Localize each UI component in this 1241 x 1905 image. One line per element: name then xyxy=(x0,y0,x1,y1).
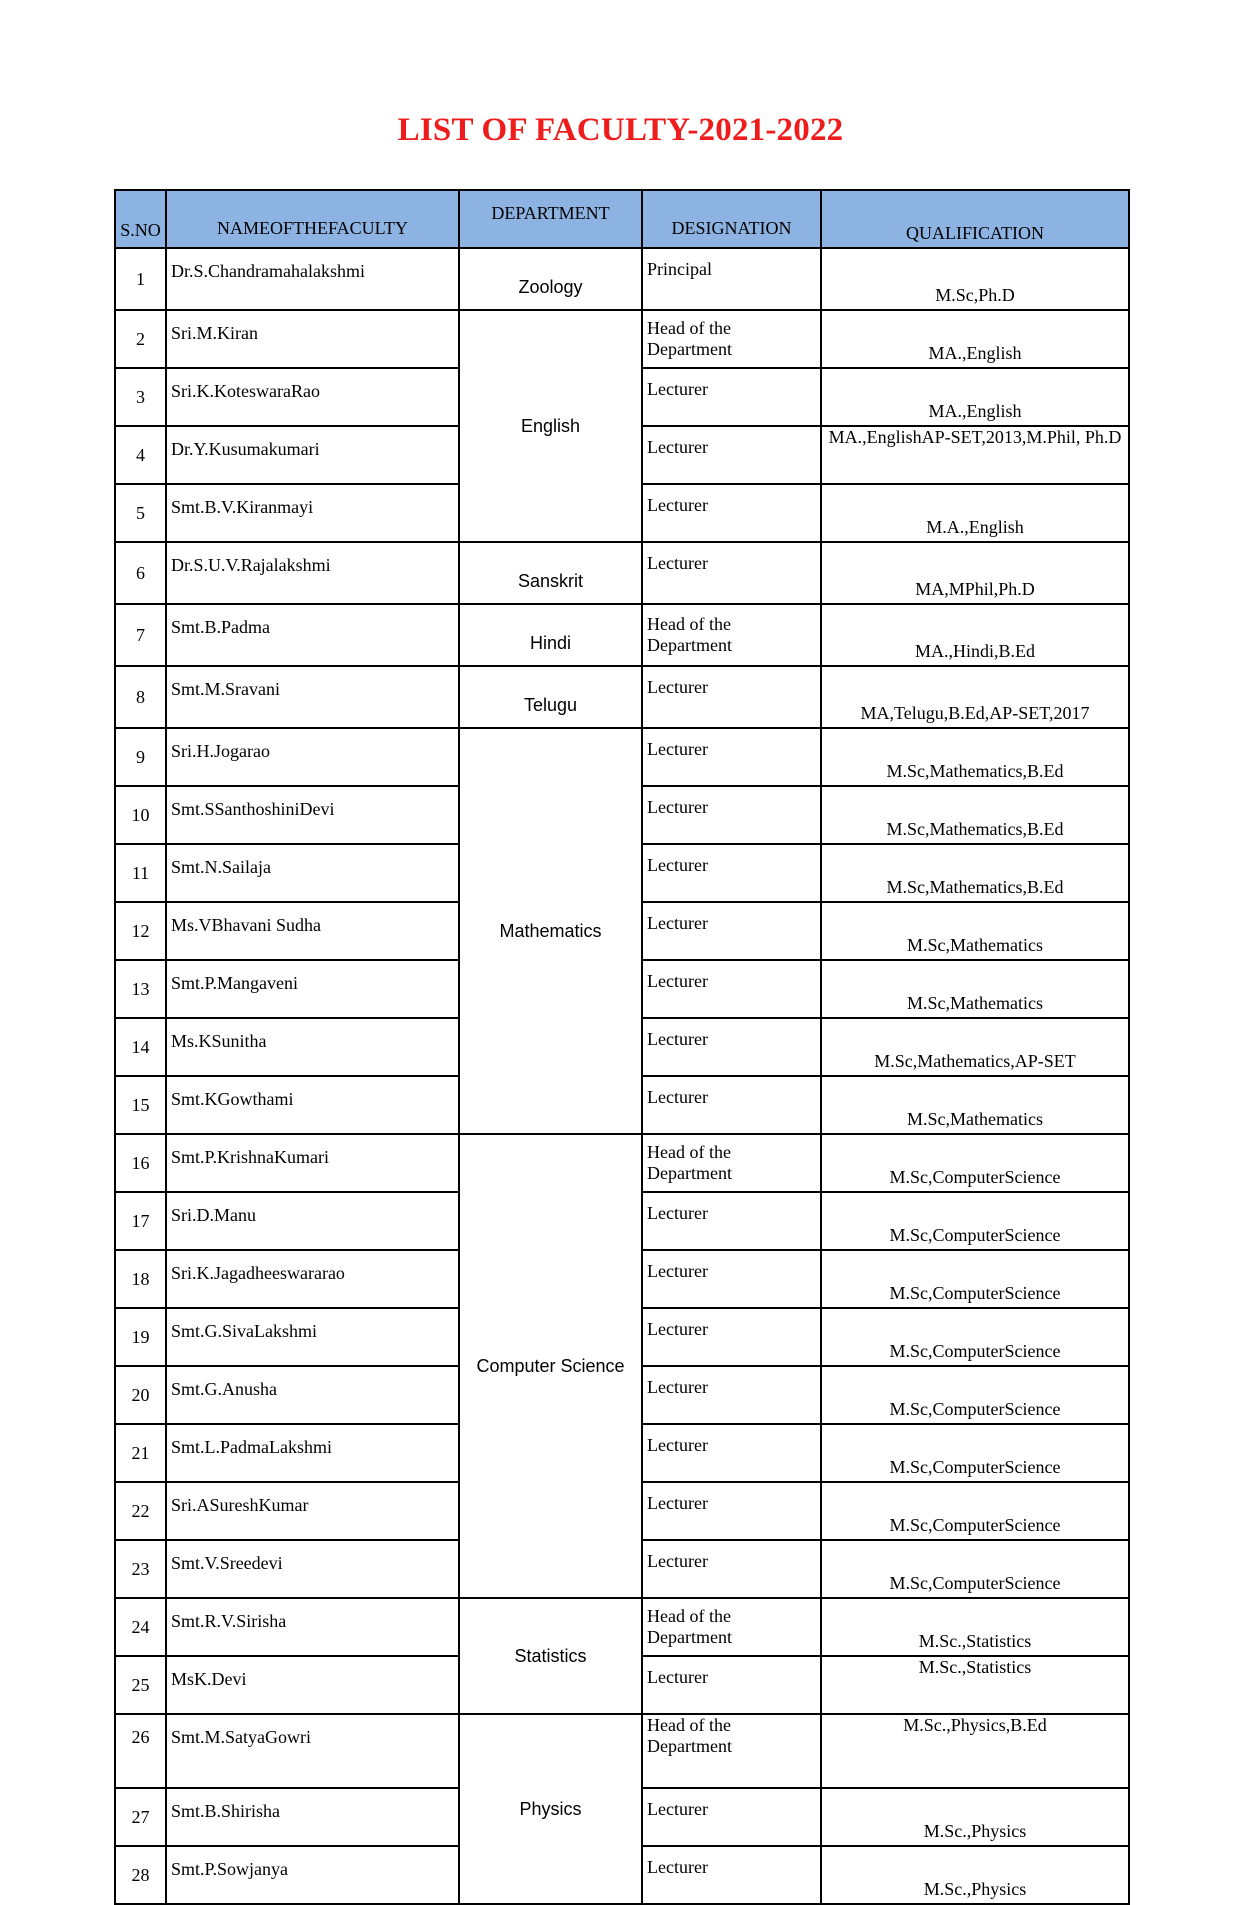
cell-designation: Lecturer xyxy=(642,728,821,786)
cell-qualification: MA,Telugu,B.Ed,AP-SET,2017 xyxy=(821,666,1129,728)
cell-name: Sri.K.Jagadheeswararao xyxy=(166,1250,459,1308)
cell-sno: 14 xyxy=(115,1018,166,1076)
cell-sno: 3 xyxy=(115,368,166,426)
cell-qualification: M.Sc,Mathematics,AP-SET xyxy=(821,1018,1129,1076)
cell-qualification: MA.,Hindi,B.Ed xyxy=(821,604,1129,666)
cell-sno: 9 xyxy=(115,728,166,786)
table-row xyxy=(115,604,1129,666)
cell-designation: Lecturer xyxy=(642,484,821,542)
cell-name: Dr.S.Chandramahalakshmi xyxy=(166,248,459,310)
table-row xyxy=(115,1598,1129,1656)
header-qualification: QUALIFICATION xyxy=(821,190,1129,248)
cell-name: Smt.G.Anusha xyxy=(166,1366,459,1424)
cell-qualification: MA,MPhil,Ph.D xyxy=(821,542,1129,604)
cell-qualification: M.Sc,Mathematics xyxy=(821,960,1129,1018)
cell-sno: 13 xyxy=(115,960,166,1018)
cell-designation: Lecturer xyxy=(642,426,821,484)
cell-designation: Lecturer xyxy=(642,1846,821,1904)
cell-sno: 16 xyxy=(115,1134,166,1192)
cell-qualification: M.Sc,Mathematics xyxy=(821,1076,1129,1134)
cell-designation: Lecturer xyxy=(642,1366,821,1424)
cell-designation: Head of the Department xyxy=(642,604,821,666)
cell-department: Hindi xyxy=(459,604,642,666)
cell-name: Smt.P.Mangaveni xyxy=(166,960,459,1018)
cell-name: Ms.VBhavani Sudha xyxy=(166,902,459,960)
cell-sno: 18 xyxy=(115,1250,166,1308)
cell-designation: Head of the Department xyxy=(642,310,821,368)
cell-sno: 10 xyxy=(115,786,166,844)
cell-name: Smt.B.V.Kiranmayi xyxy=(166,484,459,542)
cell-name: Sri.H.Jogarao xyxy=(166,728,459,786)
cell-qualification: MA.,EnglishAP-SET,2013,M.Phil, Ph.D xyxy=(821,426,1129,484)
cell-name: Smt.G.SivaLakshmi xyxy=(166,1308,459,1366)
cell-sno: 5 xyxy=(115,484,166,542)
cell-sno: 4 xyxy=(115,426,166,484)
table-row xyxy=(115,728,1129,786)
cell-qualification: M.Sc,ComputerScience xyxy=(821,1308,1129,1366)
cell-qualification: M.Sc,ComputerScience xyxy=(821,1482,1129,1540)
cell-designation: Lecturer xyxy=(642,1076,821,1134)
cell-sno: 1 xyxy=(115,248,166,310)
cell-designation: Principal xyxy=(642,248,821,310)
cell-qualification: M.Sc,Mathematics,B.Ed xyxy=(821,728,1129,786)
cell-name: Dr.Y.Kusumakumari xyxy=(166,426,459,484)
cell-department: Zoology xyxy=(459,248,642,310)
cell-designation: Lecturer xyxy=(642,1482,821,1540)
cell-department: Mathematics xyxy=(459,728,642,1134)
cell-sno: 7 xyxy=(115,604,166,666)
cell-qualification: M.Sc,Ph.D xyxy=(821,248,1129,310)
cell-designation: Head of the Department xyxy=(642,1134,821,1192)
cell-designation: Head of the Department xyxy=(642,1714,821,1788)
table-row xyxy=(115,248,1129,310)
table-row xyxy=(115,666,1129,728)
cell-department: Sanskrit xyxy=(459,542,642,604)
cell-qualification: M.Sc,ComputerScience xyxy=(821,1192,1129,1250)
cell-qualification: M.Sc.,Physics xyxy=(821,1846,1129,1904)
cell-department: Telugu xyxy=(459,666,642,728)
cell-sno: 20 xyxy=(115,1366,166,1424)
header-sno: S.NO xyxy=(115,190,166,248)
cell-designation: Lecturer xyxy=(642,1250,821,1308)
table-row xyxy=(115,1714,1129,1788)
cell-designation: Lecturer xyxy=(642,1788,821,1846)
cell-name: Smt.M.SatyaGowri xyxy=(166,1714,459,1788)
cell-name: Smt.P.KrishnaKumari xyxy=(166,1134,459,1192)
cell-qualification: M.Sc,ComputerScience xyxy=(821,1366,1129,1424)
cell-name: Smt.SSanthoshiniDevi xyxy=(166,786,459,844)
cell-qualification: M.Sc,Mathematics xyxy=(821,902,1129,960)
cell-qualification: MA.,English xyxy=(821,368,1129,426)
cell-sno: 8 xyxy=(115,666,166,728)
cell-designation: Lecturer xyxy=(642,1540,821,1598)
header-designation: DESIGNATION xyxy=(642,190,821,248)
cell-department: Computer Science xyxy=(459,1134,642,1598)
cell-designation: Lecturer xyxy=(642,844,821,902)
cell-sno: 24 xyxy=(115,1598,166,1656)
cell-sno: 27 xyxy=(115,1788,166,1846)
cell-designation: Lecturer xyxy=(642,542,821,604)
cell-designation: Lecturer xyxy=(642,1192,821,1250)
cell-qualification: M.Sc,ComputerScience xyxy=(821,1540,1129,1598)
cell-designation: Lecturer xyxy=(642,1018,821,1076)
cell-sno: 26 xyxy=(115,1714,166,1788)
cell-qualification: M.Sc,ComputerScience xyxy=(821,1134,1129,1192)
header-department: DEPARTMENT xyxy=(459,190,642,248)
cell-sno: 2 xyxy=(115,310,166,368)
cell-qualification: M.Sc,Mathematics,B.Ed xyxy=(821,786,1129,844)
cell-designation: Lecturer xyxy=(642,1308,821,1366)
cell-name: Smt.N.Sailaja xyxy=(166,844,459,902)
cell-sno: 28 xyxy=(115,1846,166,1904)
cell-qualification: M.Sc,ComputerScience xyxy=(821,1424,1129,1482)
cell-sno: 21 xyxy=(115,1424,166,1482)
cell-sno: 19 xyxy=(115,1308,166,1366)
cell-qualification: M.A.,English xyxy=(821,484,1129,542)
cell-name: Ms.KSunitha xyxy=(166,1018,459,1076)
cell-sno: 22 xyxy=(115,1482,166,1540)
cell-qualification: MA.,English xyxy=(821,310,1129,368)
faculty-table xyxy=(114,189,1130,1905)
cell-designation: Lecturer xyxy=(642,368,821,426)
cell-qualification: M.Sc.,Physics xyxy=(821,1788,1129,1846)
cell-name: Smt.M.Sravani xyxy=(166,666,459,728)
cell-name: Smt.P.Sowjanya xyxy=(166,1846,459,1904)
cell-sno: 12 xyxy=(115,902,166,960)
cell-designation: Lecturer xyxy=(642,902,821,960)
cell-qualification: M.Sc.,Statistics xyxy=(821,1598,1129,1656)
cell-name: MsK.Devi xyxy=(166,1656,459,1714)
cell-name: Sri.M.Kiran xyxy=(166,310,459,368)
cell-name: Sri.D.Manu xyxy=(166,1192,459,1250)
cell-sno: 17 xyxy=(115,1192,166,1250)
cell-designation: Lecturer xyxy=(642,786,821,844)
page-title: LIST OF FACULTY-2021-2022 xyxy=(397,112,844,148)
cell-name: Smt.B.Shirisha xyxy=(166,1788,459,1846)
cell-name: Sri.ASureshKumar xyxy=(166,1482,459,1540)
table-row xyxy=(115,1134,1129,1192)
cell-designation: Lecturer xyxy=(642,1424,821,1482)
cell-department: Statistics xyxy=(459,1598,642,1714)
cell-department: English xyxy=(459,310,642,542)
table-row xyxy=(115,542,1129,604)
cell-name: Smt.R.V.Sirisha xyxy=(166,1598,459,1656)
cell-designation: Head of the Department xyxy=(642,1598,821,1656)
cell-sno: 15 xyxy=(115,1076,166,1134)
cell-name: Dr.S.U.V.Rajalakshmi xyxy=(166,542,459,604)
header-name: NAMEOFTHEFACULTY xyxy=(166,190,459,248)
table-row xyxy=(115,310,1129,368)
cell-sno: 11 xyxy=(115,844,166,902)
cell-designation: Lecturer xyxy=(642,1656,821,1714)
cell-name: Sri.K.KoteswaraRao xyxy=(166,368,459,426)
cell-department: Physics xyxy=(459,1714,642,1904)
cell-name: Smt.KGowthami xyxy=(166,1076,459,1134)
cell-designation: Lecturer xyxy=(642,960,821,1018)
cell-qualification: M.Sc,ComputerScience xyxy=(821,1250,1129,1308)
cell-sno: 6 xyxy=(115,542,166,604)
cell-name: Smt.B.Padma xyxy=(166,604,459,666)
cell-qualification: M.Sc.,Statistics xyxy=(821,1656,1129,1714)
cell-qualification: M.Sc.,Physics,B.Ed xyxy=(821,1714,1129,1788)
cell-designation: Lecturer xyxy=(642,666,821,728)
cell-name: Smt.L.PadmaLakshmi xyxy=(166,1424,459,1482)
header-row xyxy=(115,190,1129,248)
cell-qualification: M.Sc,Mathematics,B.Ed xyxy=(821,844,1129,902)
cell-sno: 25 xyxy=(115,1656,166,1714)
cell-sno: 23 xyxy=(115,1540,166,1598)
cell-name: Smt.V.Sreedevi xyxy=(166,1540,459,1598)
